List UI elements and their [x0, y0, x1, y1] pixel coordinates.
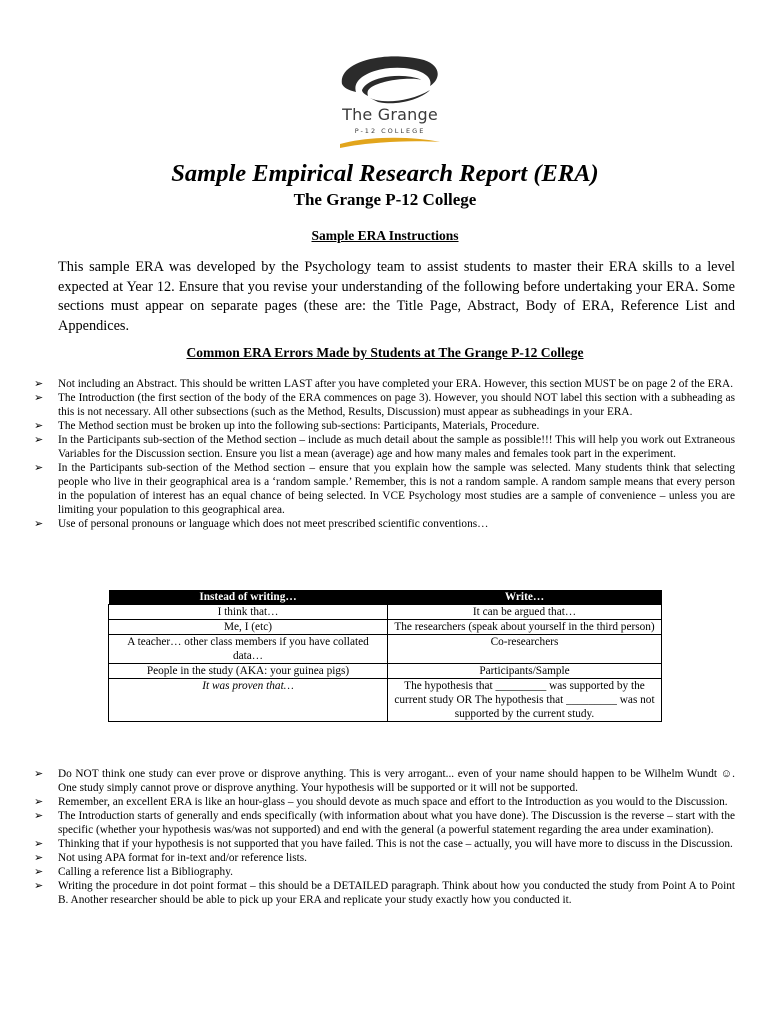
document-subtitle: The Grange P-12 College	[293, 190, 477, 209]
list-item-text: Do NOT think one study can ever prove or disprove anything. This is very arrogant... even of your name should happen to be Wilhelm Wundt ☺. One study simply cannot prove or disprove anything. Your hypothesis will be supported or it will not be supported.	[58, 768, 735, 794]
table-cell-write: The researchers (speak about yourself in the third person)	[388, 620, 662, 635]
arrow-bullet-icon: ➢	[34, 419, 44, 432]
list-item-text: Calling a reference list a Bibliography.	[58, 866, 233, 878]
list-item-text: Remember, an excellent ERA is like an hour-glass – you should devote as much space and effort to the Introduction as you would to the Discussion.	[58, 796, 728, 808]
list-item	[30, 461, 735, 517]
list-item	[30, 851, 735, 865]
arrow-bullet-icon: ➢	[34, 433, 44, 446]
table-header-row	[109, 590, 662, 605]
logo-swirl-icon	[334, 52, 446, 106]
arrow-bullet-icon: ➢	[34, 809, 44, 822]
arrow-bullet-icon: ➢	[34, 879, 44, 892]
writing-conventions-table	[108, 590, 662, 722]
list-item-text: Use of personal pronouns or language which does not meet prescribed scientific conventions…	[58, 518, 489, 530]
list-item	[30, 809, 735, 837]
list-item	[30, 767, 735, 795]
table-cell-write: It can be argued that…	[388, 605, 662, 620]
list-item-text: Not using APA format for in-text and/or reference lists.	[58, 852, 308, 864]
table-cell-instead: A teacher… other class members if you have collated data…	[109, 635, 388, 664]
errors-heading: Common ERA Errors Made by Students at The Grange P-12 College	[186, 345, 584, 360]
arrow-bullet-icon: ➢	[34, 851, 44, 864]
logo-swoosh-icon	[338, 136, 442, 150]
table-cell-instead: People in the study (AKA: your guinea pigs)	[109, 664, 388, 679]
arrow-bullet-icon: ➢	[34, 865, 44, 878]
list-item-text: In the Participants sub-section of the Method section – ensure that you explain how the sample was selected. Many students think that selecting people who live in their geographical area is a ‘random sample.’ Remember, this is not a random sample. A random sample means that every person in the population of interest has an equal chance of being selected. In VCE Psychology most studies are a sample of convenience – unless you are limiting your population to this geographical area.	[58, 462, 735, 516]
arrow-bullet-icon: ➢	[34, 377, 44, 390]
list-item	[30, 795, 735, 809]
errors-list	[30, 377, 735, 531]
instructions-heading: Sample ERA Instructions	[311, 228, 459, 243]
list-item-text: Not including an Abstract. This should be written LAST after you have completed your ERA. However, this section MUST be on page 2 of the ERA.	[58, 378, 734, 390]
list-item	[30, 377, 735, 391]
arrow-bullet-icon: ➢	[34, 517, 44, 530]
errors-list-continued	[30, 767, 735, 907]
table-row	[109, 679, 662, 722]
list-item	[30, 837, 735, 851]
logo-name: The Grange	[342, 105, 438, 124]
list-item-text: The Introduction (the first section of the body of the ERA commences on page 3). However, you should NOT label this section with a subheading as this is not necessary. All other subsections (such as the Method, Results, Discussion) must appear as subheadings in your ERA.	[58, 392, 735, 418]
arrow-bullet-icon: ➢	[34, 837, 44, 850]
school-logo	[320, 52, 460, 164]
table-row	[109, 664, 662, 679]
list-item	[30, 419, 735, 433]
column-header-write: Write…	[388, 590, 662, 605]
arrow-bullet-icon: ➢	[34, 391, 44, 404]
document-title: Sample Empirical Research Report (ERA)	[171, 160, 599, 187]
logo-subtitle: P-12 COLLEGE	[354, 127, 426, 135]
arrow-bullet-icon: ➢	[34, 795, 44, 808]
table-cell-instead: Me, I (etc)	[109, 620, 388, 635]
list-item	[30, 517, 735, 531]
table-cell-write: The hypothesis that _________ was supported by the current study OR The hypothesis that _________ was not supported by the current study.	[388, 679, 662, 722]
table-row	[109, 635, 662, 664]
table-cell-write: Co-researchers	[388, 635, 662, 664]
arrow-bullet-icon: ➢	[34, 461, 44, 474]
table-row	[109, 620, 662, 635]
list-item	[30, 865, 735, 879]
list-item	[30, 433, 735, 461]
table-cell-instead: I think that…	[109, 605, 388, 620]
list-item	[30, 391, 735, 419]
arrow-bullet-icon: ➢	[34, 767, 44, 780]
column-header-instead: Instead of writing…	[109, 590, 388, 605]
list-item-text: Thinking that if your hypothesis is not supported that you have failed. This is not the case – actually, you will have more to discuss in the Discussion.	[58, 838, 733, 850]
list-item-text: The Method section must be broken up into the following sub-sections: Participants, Materials, Procedure.	[58, 420, 540, 432]
list-item	[30, 879, 735, 907]
table-cell-write: Participants/Sample	[388, 664, 662, 679]
table-cell-instead: It was proven that…	[109, 679, 388, 722]
table-row	[109, 605, 662, 620]
intro-paragraph: This sample ERA was developed by the Psychology team to assist students to master their ERA skills to a level expected at Year 12. Ensure that you revise your understanding of the following before undertaking your ERA. Some sections must appear on separate pages (these are: the Title Page, Abstract, Body of ERA, Reference List and Appendices.	[58, 259, 735, 334]
list-item-text: Writing the procedure in dot point format – this should be a DETAILED paragraph. Think about how you conducted the study from Point A to Point B. Another researcher should be able to pick up your ERA and replicate your study exactly how you conducted it.	[58, 880, 735, 906]
list-item-text: The Introduction starts of generally and ends specifically (with information about what you have done). The Discussion is the reverse – start with the specific (whether your hypothesis was/was not supported) and end with the general (a powerful statement regarding the area under examination).	[58, 810, 735, 836]
list-item-text: In the Participants sub-section of the Method section – include as much detail about the sample as possible!!! This will help you work out Extraneous Variables for the Discussion section. Ensure you list a mean (average) age and how many males and females took part in the experiment.	[58, 434, 735, 460]
